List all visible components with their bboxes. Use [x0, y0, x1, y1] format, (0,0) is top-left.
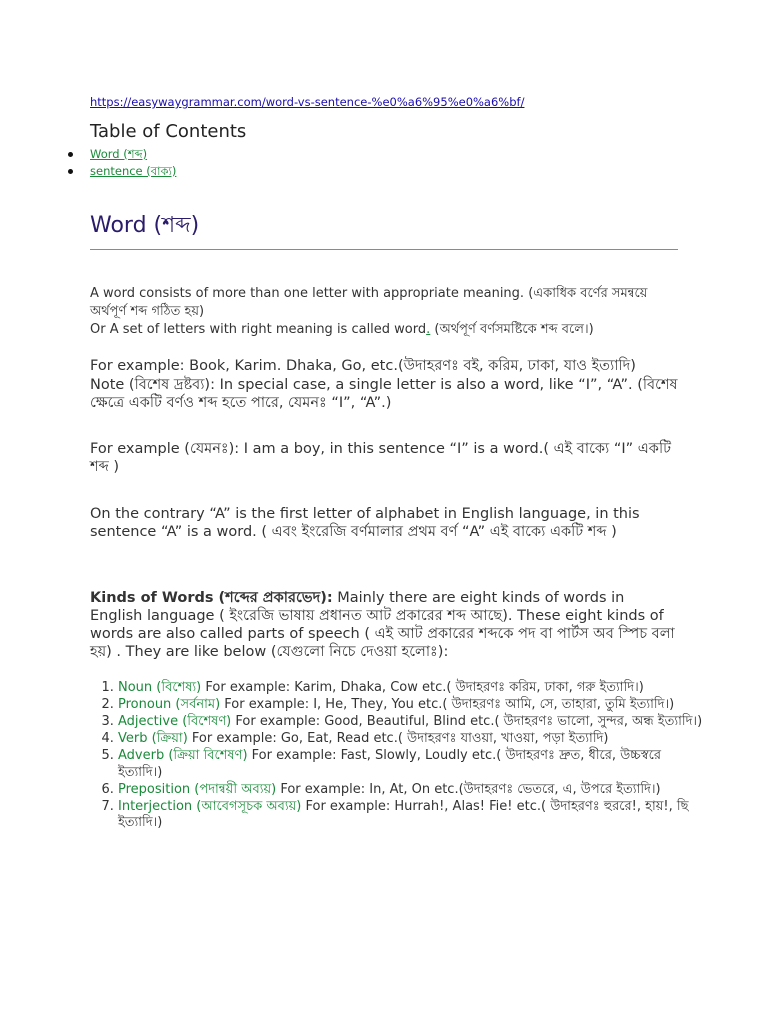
- paragraph-alt-definition: [90, 321, 680, 339]
- toc-list: [90, 146, 176, 180]
- toc-title: Table of Contents: [90, 121, 247, 142]
- source-url-link[interactable]: https://easywaygrammar.com/word-vs-sentence-%e0%a6%95%e0%a6%bf/: [90, 95, 525, 109]
- section-heading-word: Word (শব্দ): [90, 208, 678, 250]
- list-item-desc: For example: Fast, Slowly, Loudly etc.( উদাহরণঃ দ্রুত, ধীরে, উচ্চস্বরে ইত্যাদি।): [118, 748, 662, 780]
- toc-link-sentence[interactable]: sentence (বাক্য): [90, 164, 177, 178]
- list-item-term: Interjection (আবেগসূচক অব্যয়): [118, 798, 302, 814]
- list-item-desc: For example: Go, Eat, Read etc.( উদাহরণঃ যাওয়া, খাওয়া, পড়া ইত্যাদি): [187, 731, 609, 746]
- paragraph-definition: A word consists of more than one letter with appropriate meaning. (একাধিক বর্ণের সমন্বয়ে অর্থপূর্ণ শব্দ গঠিত হয়): [90, 286, 648, 319]
- list-item-term: Adjective (বিশেষণ): [118, 714, 232, 729]
- list-item: [118, 782, 708, 799]
- toc-item: [90, 163, 176, 180]
- paragraph-kinds-of-words: [90, 589, 680, 661]
- list-item-term: Preposition (পদান্বয়ী অব্যয়): [118, 781, 277, 797]
- list-item-desc: For example: Good, Beautiful, Blind etc.( উদাহরণঃ ভালো, সুন্দর, অন্ধ ইত্যাদি।): [231, 714, 703, 729]
- inline-link[interactable]: .: [426, 322, 431, 337]
- paragraph-text: Or A set of letters with right meaning is called word: [90, 322, 427, 337]
- list-item: [118, 697, 708, 714]
- kinds-list: [90, 680, 708, 832]
- list-item: [118, 799, 708, 832]
- list-item-desc: For example: I, He, They, You etc.( উদাহরণঃ আমি, সে, তাহারা, তুমি ইত্যাদি।): [220, 697, 675, 712]
- paragraph-example: For example: Book, Karim. Dhaka, Go, etc.(উদাহরণঃ বই, করিম, ঢাকা, যাও ইত্যাদি): [90, 358, 636, 374]
- paragraph-note: Note (বিশেষ দ্রষ্টব্য): In special case, a single letter is also a word, like “I”, “A”. (বিশেষ ক্ষেত্রে একটি বর্ণও শব্দ হতে পারে, যেমনঃ “I”, “A”.): [90, 377, 678, 411]
- list-item-desc: For example: Hurrah!, Alas! Fie! etc.( উদাহরণঃ হুররে!, হায়!, ছি ইত্যাদি।): [118, 798, 689, 830]
- list-item: [118, 748, 708, 781]
- list-item: [118, 714, 708, 731]
- list-item: [118, 731, 708, 748]
- kinds-body: Mainly there are eight kinds of words in English language ( ইংরেজি ভাষায় প্রধানত আট প্রকারের শব্দ আছে). These eight kinds of words are also called parts of speech ( এই আট প্রকারের শব্দকে পদ বা পার্টস অব স্পিচ বলা হয়) . They are like below (যেগুলো নিচে দেওয়া হলোঃ):: [90, 590, 675, 660]
- toc-link-word[interactable]: Word (শব্দ): [90, 147, 148, 161]
- list-item-term: Adverb (ক্রিয়া বিশেষণ): [118, 748, 248, 763]
- toc-item: [90, 146, 176, 163]
- list-item-term: Noun (বিশেষ্য): [118, 680, 202, 695]
- list-item-desc: For example: In, At, On etc.(উদাহরণঃ ভেতরে, এ, উপরে ইত্যাদি।): [276, 781, 661, 797]
- kinds-title: Kinds of Words (শব্দের প্রকারভেদ):: [90, 590, 333, 606]
- list-item: [118, 680, 708, 697]
- paragraph-text: (অর্থপূর্ণ বর্ণসমষ্টিকে শব্দ বলে।): [430, 322, 594, 337]
- paragraph-example-i: For example (যেমনঃ): I am a boy, in this sentence “I” is a word.( এই বাক্যে “I” একটি শব্দ ): [90, 441, 671, 475]
- list-item-term: Pronoun (সর্বনাম): [118, 697, 221, 712]
- list-item-desc: For example: Karim, Dhaka, Cow etc.( উদাহরণঃ করিম, ঢাকা, গরু ইত্যাদি।): [201, 680, 644, 695]
- list-item-term: Verb (ক্রিয়া): [118, 731, 188, 746]
- paragraph-example-a: On the contrary “A” is the first letter of alphabet in English language, in this sentence “A” is a word. ( এবং ইংরেজি বর্ণমালার প্রথম বর্ণ “A” এই বাক্যে একটি শব্দ ): [90, 506, 640, 540]
